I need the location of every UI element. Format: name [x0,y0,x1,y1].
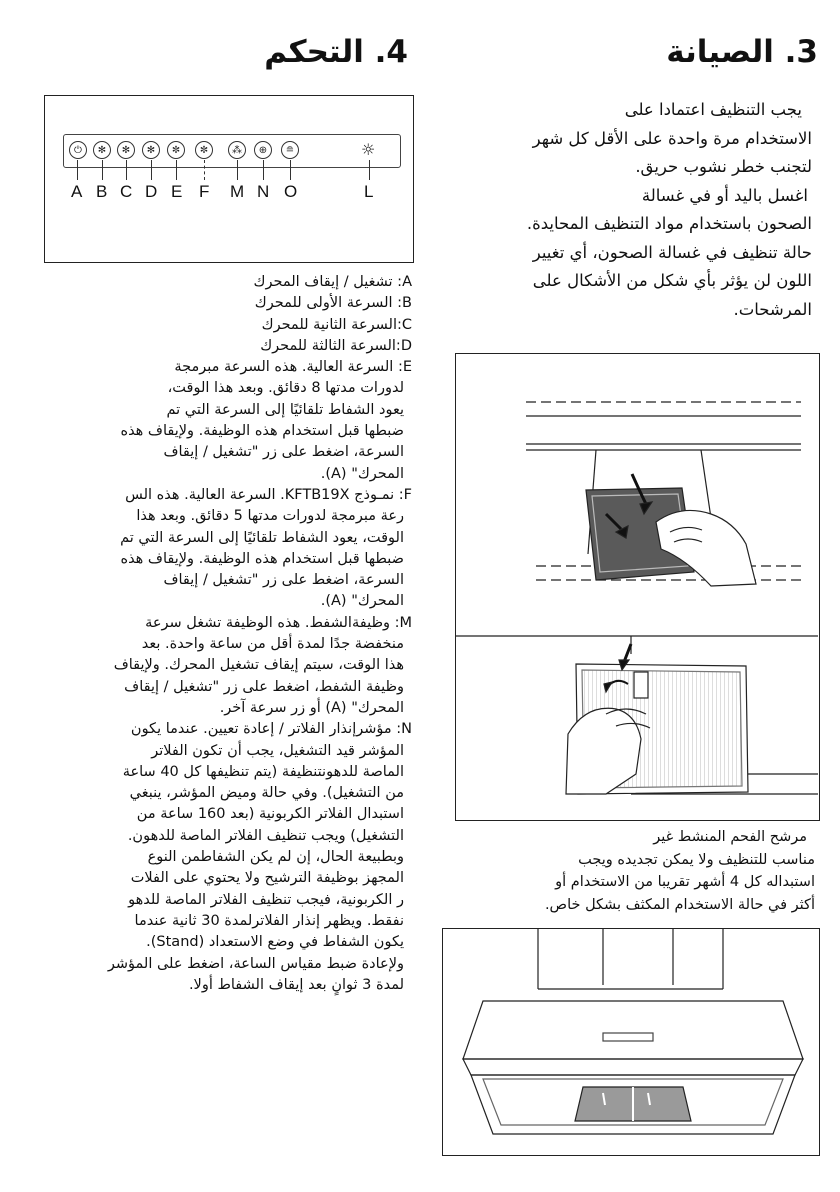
legend-line: المؤشر قيد التشغيل، يجب أن تكون الفلاتر [151,742,404,759]
maintenance-line: حالة تنظيف في غسالة الصحون، أي تغيير [532,242,812,262]
maintenance-heading: 3. الصيانة [666,34,818,70]
legend-line: المحرك" (A) أو زر سرعة آخر. [219,699,404,716]
legend-line: N: مؤشرإنذار الفلاتر / إعادة تعيين. عندما يكون [130,721,412,738]
control-panel-diagram [44,95,414,263]
letter-d: D [145,182,158,201]
fan-speed-1-icon: ✻ [93,141,111,159]
letter-f: F [199,182,210,201]
maintenance-line: الاستخدام مرة واحدة على الأقل كل شهر [532,128,812,148]
leader-line-f [204,160,205,180]
carbon-filter-line: أكثر في حالة الاستخدام المكثف بشكل خاص. [544,896,815,913]
letter-e: E [171,182,183,201]
legend-line: E: السرعة العالية. هذه السرعة مبرمجة [174,359,412,376]
maintenance-line: اغسل باليد أو في غسالة [641,185,808,205]
legend-line: لدورات مدتها 8 دقائق. وبعد هذا الوقت، [167,380,404,397]
legend-line: F: نمـوذج KFTB19X. السرعة العالية. هذه الس [125,486,412,503]
panel-letters [45,182,415,206]
legend-line: وبطبيعة الحال، إن لم يكن الشفاطمن النوع [147,849,404,866]
legend-line: الوقت، يعود الشفاط تلقائيًا إلى السرعة التي تم [120,529,404,546]
fan-speed-2-icon: ✻ [117,141,135,159]
legend-line: ضبطها قبل استخدام هذه الوظيفة. ولإيقاف هذه [120,423,404,440]
legend-line: المحرك" (A). [320,593,404,610]
extraction-icon: ⁂ [228,141,246,159]
hood-drawing [443,929,818,1154]
leader-line-n [263,160,264,180]
legend-line: وظيفة الشفط، اضغط على زر "تشغيل / إيقاف [124,678,404,695]
legend-line: D:السرعة الثالثة للمحرك [260,337,412,354]
leader-line-a [77,160,78,180]
light-icon: ☼ [361,140,376,159]
legend-line: ر الكربونية، فيجب تنظيف الفلاتر الماصة للدهو [128,891,404,908]
letter-c: C [120,182,133,201]
leader-line-o [290,160,291,180]
legend-line: ضبطها قبل استخدام هذه الوظيفة. ولإيقاف هذه [120,550,404,567]
maintenance-line: يجب التنظيف اعتمادا على [624,100,802,119]
control-legend [12,272,412,996]
leader-line-m [237,160,238,180]
legend-line: المجهز بوظيفة الترشيح ولا يحتوي على الفلات [130,870,404,887]
leader-line-c [126,160,127,180]
legend-line: السرعة، اضغط على زر "تشغيل / إيقاف [163,444,404,461]
carbon-filter-illustration [442,928,820,1156]
filter-alarm-icon: ⊕ [254,141,272,159]
legend-line: M: وظيفةالشفط. هذه الوظيفة تشغل سرعة [145,614,412,631]
legend-line: ولإعادة ضبط مقياس الساعة، اضغط على المؤشر [107,955,404,972]
maintenance-line: اللون لن يؤثر بأي شكل من الأشكال على [532,271,812,290]
fan-speed-3-icon: ✻ [142,141,160,159]
letter-o: O [284,182,298,201]
carbon-filter-line: استبداله كل 4 أشهر تقريبا من الاستخدام أو [555,874,815,891]
letter-b: B [96,182,108,201]
legend-line: الماصة للدهونتنظيفة (يتم تنظيفها كل 40 ساعة [122,763,404,780]
legend-line: منخفضة جدًا لمدة أقل من ساعة واحدة. بعد [141,636,404,653]
leader-line-e [176,160,177,180]
maintenance-line: الصحون باستخدام مواد التنظيف المحايدة. [526,214,812,233]
legend-line: B: السرعة الأولى للمحرك [254,295,412,312]
letter-m: M [230,182,245,201]
legend-line: استبدال الفلاتر الكربونية (بعد 160 ساعة من [136,806,404,823]
legend-line: السرعة، اضغط على زر "تشغيل / إيقاف [163,572,404,589]
legend-line: من التشغيل). وفي حالة وميض المؤشر، ينبغي [129,785,404,802]
maintenance-line: لتجنب خطر نشوب حريق. [635,157,812,176]
fan-speed-high-icon: ✼ [167,141,185,159]
carbon-filter-line: مناسب للتنظيف ولا يمكن تجديده ويجب [578,851,815,868]
leader-line-l [369,160,370,180]
legend-line: A: تشغيل / إيقاف المحرك [253,274,412,290]
legend-line: نفقط. ويظهر إنذار الفلاترلمدة 30 ثانية عندما [134,912,404,929]
legend-line: رعة مبرمجة لدورات مدتها 5 دقائق. وبعد هذا [136,508,404,525]
filter-removal-drawing [456,354,818,819]
maintenance-text [440,96,812,324]
leader-line-d [151,160,152,180]
legend-line: يكون الشفاط في وضع الاستعداد (Stand). [146,934,404,951]
legend-line: هذا الوقت، سيتم إيقاف تشغيل المحرك. ولإيقاف [113,657,404,674]
letter-l: L [364,182,374,201]
letter-n: N [257,182,270,201]
power-icon: ⏻ [69,141,87,159]
carbon-filter-line: مرشح الفحم المنشط غير [653,829,807,845]
leader-line-b [102,160,103,180]
legend-line: المحرك" (A). [320,465,404,482]
letter-a: A [71,182,83,201]
maintenance-line: المرشحات. [733,299,812,319]
legend-line: التشغيل) ويجب تنظيف الفلاتر الماصة للدهون. [127,827,404,844]
clock-icon: ≘ [281,141,299,159]
legend-line: يعود الشفاط تلقائيًا إلى السرعة التي تم [166,401,404,418]
filter-removal-illustration [455,353,820,821]
legend-line: C:السرعة الثانية للمحرك [261,316,412,333]
carbon-filter-note [435,826,815,916]
legend-line: لمدة 3 ثوانٍ بعد إيقاف الشفاط أولا. [188,976,404,993]
control-heading: 4. التحكم [264,34,408,70]
fan-speed-boost-icon: ✼ [195,141,213,159]
